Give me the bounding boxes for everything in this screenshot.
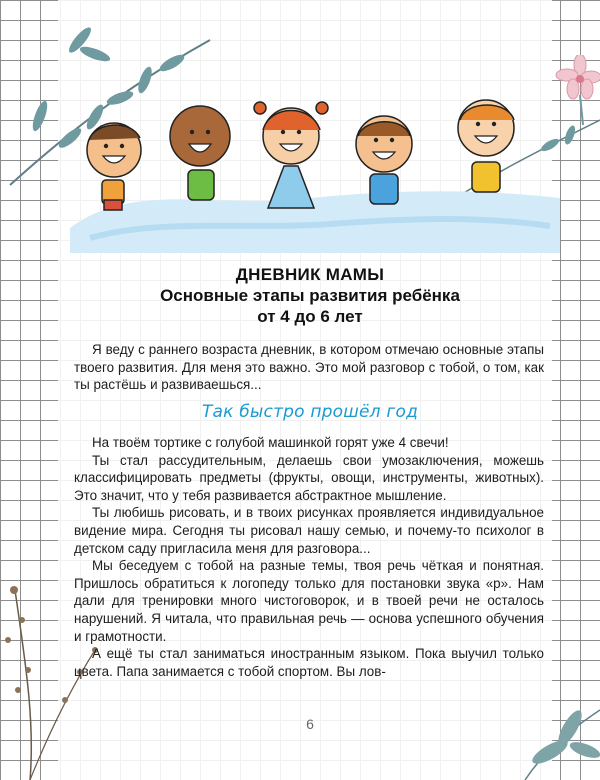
intro-text: Я веду с раннего возраста дневник, в котором отмечаю основные этапы твоего развития. Для меня это важно. Это мой разговор с тобой, о том, как ты растёшь и развиваешься...	[74, 342, 544, 393]
paragraph: На твоём тортике с голубой машинкой горят уже 4 свечи!	[92, 435, 449, 450]
intro-paragraph	[74, 341, 544, 394]
paragraph: Ты любишь рисовать, и в твоих рисунках проявляется индивидуальное видение мира. Сегодня ты рисовал нашу семью, и почему-то психолог в детском саду пригласила меня для разговора...	[74, 505, 544, 556]
subtitle-line-2: от 4 до 6 лет	[257, 307, 363, 326]
page-number: 6	[306, 716, 314, 732]
happy-kids-illustration	[70, 88, 560, 253]
paragraph: А ещё ты стал заниматься иностранным языком. Пока выучил только цвета. Папа занимается с тобой спортом. Вы лов-	[74, 646, 544, 679]
subtitle-line-1: Основные этапы развития ребёнка	[160, 286, 460, 305]
paragraph: Мы беседуем с тобой на разные темы, твоя речь чёткая и понятная. Пришлось обратиться к логопеду только для постановки звука «р». Нам дали для тренировки много чистоговорок, и в твоей речи не осталось нарушений. Я читала, что правильная речь — основа успешного обучения и грамотности.	[74, 558, 544, 644]
page-title: ДНЕВНИК МАМЫ	[235, 265, 385, 284]
main-text	[74, 434, 544, 680]
section-title: Так быстро прошёл год	[201, 402, 419, 422]
paragraph: Ты стал рассудительным, делаешь свои умозаключения, можешь классифицировать предметы (фрукты, овощи, инструменты, животных). Это значит, что у тебя развивается абстрактное мышление.	[74, 452, 544, 503]
leaf-branch-bottom-right-icon	[515, 690, 600, 780]
